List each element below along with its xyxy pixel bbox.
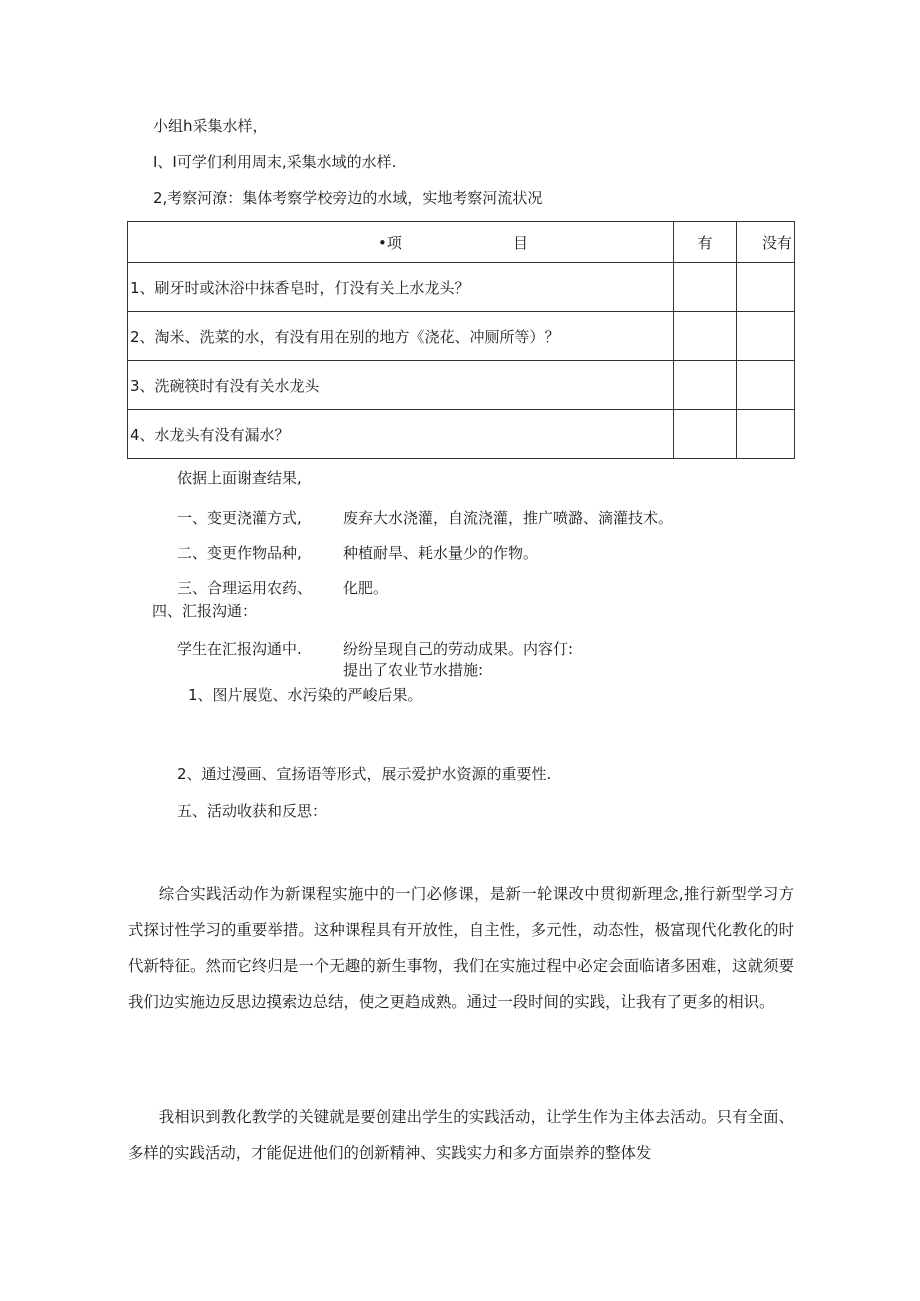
row-yes-cell [674,263,737,312]
header-item-cell [128,222,674,263]
row-question-cell: 2、淘米、洗菜的水，有没有用在别的地方《浇花、冲厕所等）？ [128,312,674,361]
row-yes-cell [674,361,737,410]
row-question-cell: 1、刷牙时或沐浴中抹香皂时，仃没有关上水龙头？ [128,263,674,312]
water-usage-survey-table [127,221,795,459]
measure-3-detail: 化肥。 [343,579,389,597]
header-yes-cell: 有 [674,222,737,263]
report-point-2: 2、通过漫画、宣扬语等形式，展示爱护水资源的重要性. [177,765,552,783]
header-no-cell: 没有 [737,222,795,263]
table-row [128,361,795,410]
report-intro-a: 学生在汇报沟通中. [177,640,302,658]
row-no-cell [737,263,795,312]
measure-3-label: 三、合理运用农药、 [177,579,313,597]
reflection-paragraph-2: 我相识到教化教学的关键就是要创建出学生的实践活动，让学生作为主体去活动。只有全面、多样的实践活动，才能促进他们的创新精神、实践实力和多方面崇养的整体发 [128,1108,794,1162]
row-question-cell: 4、水龙头有没有漏水？ [128,410,674,459]
row-question-cell: 3、洗碗筷时有没有关水龙头 [128,361,674,410]
measure-1-label: 一、变更浇灌方式, [177,509,302,527]
table-row [128,263,795,312]
header-item-label-a: •项 [378,234,402,252]
report-heading: 四、汇报沟通： [152,602,258,620]
report-intro-b: 纷纷呈现自己的劳动成果。内容仃: [343,640,574,658]
measure-2-detail: 种植耐旱、耗水量少的作物。 [343,544,539,562]
table-row [128,312,795,361]
results-intro: 依据上面谢查结果, [177,469,302,487]
measure-1-detail: 废弃大水浇灌，自流浇灌，推广喷潞、滴灌技术。 [343,509,674,527]
collect-sample-line: I、I可学们利用周末,采集水域的水样. [153,153,397,171]
measure-2-label: 二、变更作物品种, [177,544,302,562]
row-no-cell [737,361,795,410]
reflection-paragraph-1: 综合实践活动作为新课程实施中的一门必修课，是新一轮课改中贯彻新理念,推行新型学习方式探讨性学习的重要举措。这种课程具有开放性，自主性，多元性，动态性，极富现代化教化的时代新特征。然而它终归是一个无趣的新生事物，我们在实施过程中必定会面临诸多困难，这就须要我们边实施边反思边摸索边总结，使之更趋成熟。通过一段时间的实践，让我有了更多的相识。 [128,885,794,1011]
report-point-1: 1、图片展览、水污染的严峻后果。 [188,686,423,704]
group-h-line: 小组h采集水样， [153,117,268,135]
table-header-row [128,222,795,263]
row-no-cell [737,312,795,361]
table-row [128,410,795,459]
row-yes-cell [674,410,737,459]
river-survey-line: 2,考察河潦：集体考察学校旁边的水域，实地考察河流状况 [153,189,543,207]
reflection-heading: 五、活动收获和反思： [177,802,328,820]
row-yes-cell [674,312,737,361]
header-item-label-b: 目 [513,234,529,252]
report-intro-c: 提出了农业节水措施: [343,661,484,679]
row-no-cell [737,410,795,459]
